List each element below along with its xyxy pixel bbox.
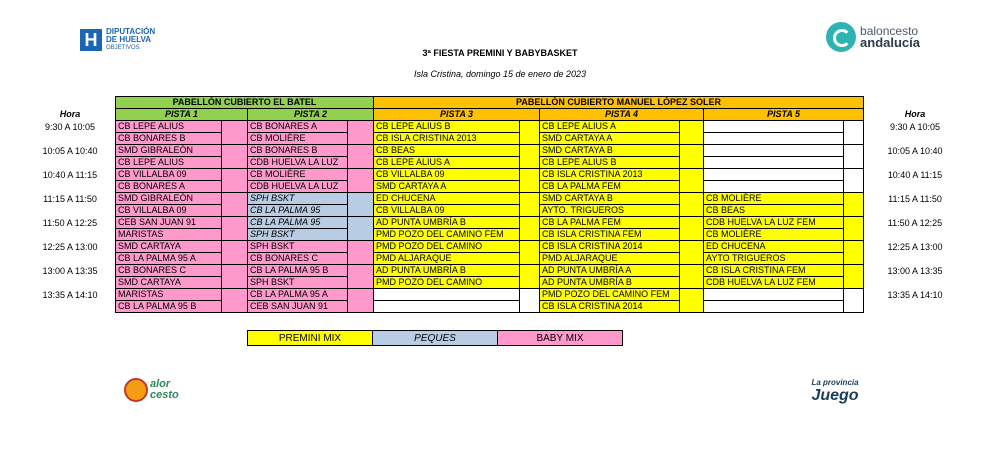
logo-line: DIPUTACIÓN bbox=[106, 27, 156, 36]
match-team-cell: CB BEAS bbox=[704, 205, 844, 217]
match-team-cell: CB LA PALMA FEM bbox=[540, 181, 680, 193]
logo-line: Juego bbox=[811, 387, 859, 404]
score-cell bbox=[680, 121, 704, 145]
match-team-cell: MARISTAS bbox=[116, 289, 222, 301]
match-team-cell: CB VILLALBA 09 bbox=[116, 169, 222, 181]
hour-slot: 13:00 A 13:35 bbox=[887, 266, 943, 276]
venue-header-batel: PABELLÓN CUBIERTO EL BATEL bbox=[116, 97, 374, 109]
score-cell bbox=[844, 169, 864, 193]
match-team-cell: CB VILLALBA 09 bbox=[374, 169, 520, 181]
match-team-cell: CB ISLA CRISTINA 2013 bbox=[540, 169, 680, 181]
score-cell bbox=[520, 193, 540, 217]
match-team-cell: SPH BSKT bbox=[248, 277, 348, 289]
match-team-cell: SMD CARTAYA A bbox=[540, 133, 680, 145]
logo-line: andalucía bbox=[860, 35, 920, 50]
score-cell bbox=[520, 265, 540, 289]
logo-line: baloncesto bbox=[860, 24, 919, 38]
hour-slot: 12:25 A 13:00 bbox=[887, 242, 943, 252]
score-cell bbox=[680, 265, 704, 289]
match-team-cell: CB LA PALMA 95 B bbox=[116, 301, 222, 313]
match-team-cell: CB LA PALMA 95 A bbox=[116, 253, 222, 265]
table-row bbox=[116, 145, 864, 157]
score-cell bbox=[520, 145, 540, 169]
match-team-cell: AD PUNTA UMBRÍA B bbox=[540, 277, 680, 289]
hour-slot: 10:05 A 10:40 bbox=[887, 146, 943, 156]
match-team-cell bbox=[704, 289, 844, 301]
match-team-cell: CB LA PALMA 95 A bbox=[248, 289, 348, 301]
pista-header: PISTA 2 bbox=[248, 109, 374, 121]
venue-header-lopez-soler: PABELLÓN CUBIERTO MANUEL LÓPEZ SOLER bbox=[374, 97, 864, 109]
score-cell bbox=[520, 217, 540, 241]
score-cell bbox=[680, 241, 704, 265]
score-cell bbox=[222, 121, 248, 145]
table-row bbox=[116, 217, 864, 229]
valor-cesto-logo bbox=[124, 378, 179, 402]
score-cell bbox=[222, 289, 248, 313]
match-team-cell: CB LEPE ALIUS A bbox=[540, 121, 680, 133]
hour-slot: 13:00 A 13:35 bbox=[42, 266, 98, 276]
score-cell bbox=[222, 265, 248, 289]
la-provincia-juego-logo bbox=[806, 378, 864, 404]
score-cell bbox=[348, 169, 374, 193]
match-team-cell: CB BONARES B bbox=[116, 133, 222, 145]
match-team-cell: SMD CARTAYA A bbox=[374, 181, 520, 193]
match-team-cell: MARISTAS bbox=[116, 229, 222, 241]
match-team-cell: AD PUNTA UMBRÍA A bbox=[540, 265, 680, 277]
match-team-cell: CB MOLIÈRE bbox=[248, 169, 348, 181]
match-team-cell: CB LEPE ALIUS bbox=[116, 157, 222, 169]
diputacion-h-mark: H bbox=[80, 29, 102, 51]
match-team-cell: CB VILLALBA 09 bbox=[374, 205, 520, 217]
hour-slot: 9:30 A 10:05 bbox=[44, 122, 96, 132]
score-cell bbox=[520, 169, 540, 193]
match-team-cell: CDB HUELVA LA LUZ bbox=[248, 181, 348, 193]
score-cell bbox=[680, 289, 704, 313]
match-team-cell bbox=[704, 301, 844, 313]
schedule-table bbox=[115, 96, 864, 313]
match-team-cell: CB BONARES C bbox=[116, 265, 222, 277]
score-cell bbox=[844, 193, 864, 217]
match-team-cell: CDB HUELVA LA LUZ bbox=[248, 157, 348, 169]
logo-line: La provincia bbox=[811, 378, 859, 387]
hours-header: Hora bbox=[59, 109, 81, 119]
score-cell bbox=[844, 217, 864, 241]
table-row bbox=[116, 121, 864, 133]
match-team-cell: CB BONARES A bbox=[248, 121, 348, 133]
score-cell bbox=[844, 289, 864, 313]
match-team-cell: CB LA PALMA FEM bbox=[540, 217, 680, 229]
score-cell bbox=[680, 193, 704, 217]
match-team-cell: AYTO. TRIGUEROS bbox=[540, 205, 680, 217]
score-cell bbox=[844, 145, 864, 169]
score-cell bbox=[348, 145, 374, 169]
score-cell bbox=[348, 289, 374, 313]
match-team-cell: SMD CARTAYA bbox=[116, 241, 222, 253]
match-team-cell: CB BONARES B bbox=[248, 145, 348, 157]
match-team-cell: CB LA PALMA 95 B bbox=[248, 265, 348, 277]
match-team-cell bbox=[374, 289, 520, 301]
score-cell bbox=[680, 145, 704, 169]
legend-peques: PEQUES bbox=[373, 331, 498, 346]
score-cell bbox=[222, 145, 248, 169]
match-team-cell: PMD POZO DEL CAMINO FEM bbox=[540, 289, 680, 301]
match-team-cell: CB LA PALMA 95 bbox=[248, 205, 348, 217]
score-cell bbox=[520, 289, 540, 313]
score-cell bbox=[844, 265, 864, 289]
match-team-cell bbox=[374, 301, 520, 313]
match-team-cell: SMD CARTAYA B bbox=[540, 193, 680, 205]
hour-slot: 10:05 A 10:40 bbox=[42, 146, 98, 156]
logo-line: DE HUELVA bbox=[106, 35, 152, 44]
match-team-cell: CEB SAN JUAN 91 bbox=[248, 301, 348, 313]
match-team-cell: PMD POZO DEL CAMINO FEM bbox=[374, 229, 520, 241]
logo-line: alor bbox=[150, 378, 171, 390]
score-cell bbox=[844, 241, 864, 265]
match-team-cell: PMD POZO DEL CAMINO bbox=[374, 277, 520, 289]
match-team-cell: CB MOLIÈRE bbox=[704, 193, 844, 205]
pista-header: PISTA 5 bbox=[704, 109, 864, 121]
match-team-cell: CDB HUELVA LA LUZ FEM bbox=[704, 277, 844, 289]
match-team-cell: SPH BSKT bbox=[248, 193, 348, 205]
match-team-cell: CB ISLA CRISTINA FEM bbox=[704, 265, 844, 277]
pista-header: PISTA 3 bbox=[374, 109, 540, 121]
match-team-cell: AD PUNTA UMBRÍA B bbox=[374, 217, 520, 229]
logo-line: cesto bbox=[150, 389, 179, 401]
match-team-cell: CB ISLA CRISTINA 2014 bbox=[540, 241, 680, 253]
score-cell bbox=[520, 121, 540, 145]
score-cell bbox=[520, 241, 540, 265]
match-team-cell: CB BEAS bbox=[374, 145, 520, 157]
table-row bbox=[116, 289, 864, 301]
basketball-icon bbox=[124, 378, 148, 402]
hour-slot: 11:50 A 12:25 bbox=[42, 218, 98, 228]
hour-slot: 11:15 A 11:50 bbox=[888, 194, 942, 204]
match-team-cell: CB VILLALBA 09 bbox=[116, 205, 222, 217]
match-team-cell: CDB HUELVA LA LUZ FEM bbox=[704, 217, 844, 229]
hour-slot: 13:35 A 14:10 bbox=[887, 290, 943, 300]
hour-slot: 11:50 A 12:25 bbox=[887, 218, 943, 228]
match-team-cell: SMD CARTAYA bbox=[116, 277, 222, 289]
score-cell bbox=[348, 265, 374, 289]
pista-header: PISTA 1 bbox=[116, 109, 248, 121]
match-team-cell bbox=[704, 121, 844, 133]
score-cell bbox=[222, 193, 248, 217]
hours-header: Hora bbox=[904, 109, 926, 119]
match-team-cell: CB LEPE ALIUS A bbox=[374, 157, 520, 169]
match-team-cell: CB ISLA CRISTINA 2014 bbox=[540, 301, 680, 313]
match-team-cell bbox=[704, 181, 844, 193]
match-team-cell: CB ISLA CRISTINA 2013 bbox=[374, 133, 520, 145]
score-cell bbox=[348, 193, 374, 217]
page-subtitle: Isla Cristina, domingo 15 de enero de 2023 bbox=[413, 69, 587, 79]
match-team-cell: SPH BSKT bbox=[248, 229, 348, 241]
table-row bbox=[116, 193, 864, 205]
match-team-cell: CB ISLA CRISTINA FEM bbox=[540, 229, 680, 241]
match-team-cell: CB LEPE ALIUS bbox=[116, 121, 222, 133]
hour-slot: 10:40 A 11:15 bbox=[887, 170, 943, 180]
match-team-cell bbox=[704, 133, 844, 145]
hours-column-right bbox=[877, 108, 953, 312]
match-team-cell: ED CHUCENA bbox=[374, 193, 520, 205]
match-team-cell: CB LA PALMA 95 bbox=[248, 217, 348, 229]
match-team-cell: CB LEPE ALIUS B bbox=[540, 157, 680, 169]
match-team-cell: CB MOLIÈRE bbox=[704, 229, 844, 241]
match-team-cell bbox=[704, 169, 844, 181]
match-team-cell: CB MOLIÈRE bbox=[248, 133, 348, 145]
match-team-cell: PMD POZO DEL CAMINO bbox=[374, 241, 520, 253]
score-cell bbox=[222, 169, 248, 193]
table-row bbox=[116, 241, 864, 253]
score-cell bbox=[680, 169, 704, 193]
match-team-cell: SMD GIBRALEÓN bbox=[116, 193, 222, 205]
match-team-cell: PMD ALJARAQUE bbox=[540, 253, 680, 265]
match-team-cell: SMD GIBRALEÓN bbox=[116, 145, 222, 157]
score-cell bbox=[222, 241, 248, 265]
hour-slot: 10:40 A 11:15 bbox=[42, 170, 98, 180]
hour-slot: 12:25 A 13:00 bbox=[42, 242, 98, 252]
match-team-cell: CB BONARES C bbox=[248, 253, 348, 265]
match-team-cell: SPH BSKT bbox=[248, 241, 348, 253]
match-team-cell: SMD CARTAYA B bbox=[540, 145, 680, 157]
score-cell bbox=[222, 217, 248, 241]
match-team-cell bbox=[704, 157, 844, 169]
score-cell bbox=[348, 121, 374, 145]
match-team-cell: CB LEPE ALIUS B bbox=[374, 121, 520, 133]
match-team-cell: CB BONARES A bbox=[116, 181, 222, 193]
match-team-cell: PMD ALJARAQUE bbox=[374, 253, 520, 265]
match-team-cell: CEB SAN JUAN 91 bbox=[116, 217, 222, 229]
match-team-cell: AD PUNTA UMBRÍA B bbox=[374, 265, 520, 277]
match-team-cell bbox=[704, 145, 844, 157]
score-cell bbox=[348, 241, 374, 265]
score-cell bbox=[348, 217, 374, 241]
hour-slot: 11:15 A 11:50 bbox=[43, 194, 97, 204]
logo-line: OBJETIVOS bbox=[106, 45, 140, 51]
match-team-cell: ED CHUCENA bbox=[704, 241, 844, 253]
score-cell bbox=[844, 121, 864, 145]
score-cell bbox=[680, 217, 704, 241]
legend-baby: BABY MIX bbox=[498, 331, 623, 346]
table-row bbox=[116, 265, 864, 277]
hour-slot: 13:35 A 14:10 bbox=[42, 290, 98, 300]
match-team-cell: AYTO TRIGUEROS bbox=[704, 253, 844, 265]
page-title: 3ª FIESTA PREMINI Y BABYBASKET bbox=[422, 48, 578, 58]
hours-column-left bbox=[32, 108, 108, 312]
legend bbox=[247, 330, 623, 346]
hour-slot: 9:30 A 10:05 bbox=[889, 122, 941, 132]
pista-header: PISTA 4 bbox=[540, 109, 704, 121]
legend-premini: PREMINI MIX bbox=[248, 331, 373, 346]
table-row bbox=[116, 169, 864, 181]
